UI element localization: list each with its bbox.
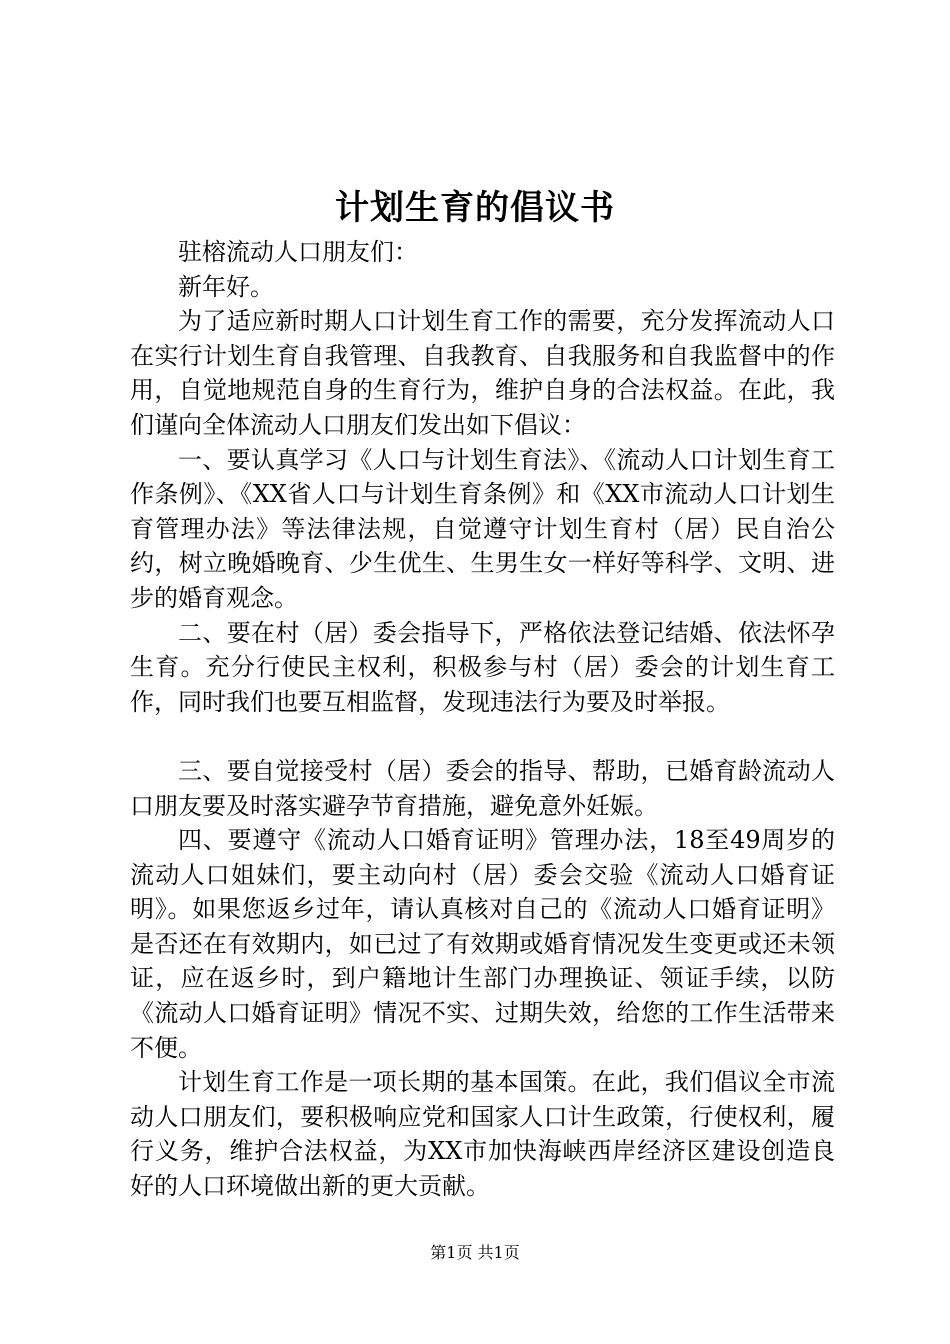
paragraph-intro: 为了适应新时期人口计划生育工作的需要，充分发挥流动人口在实行计划生育自我管理、自我教育、自我服务和自我监督中的作用，自觉地规范自身的生育行为，维护自身的合法权益。在此，我们谨向全体流动人口朋友们发出如下倡议： <box>130 307 835 439</box>
paragraph-item-4: 四、要遵守《流动人口婚育证明》管理办法，18至49周岁的流动人口姐妹们，要主动向村（居）委会交验《流动人口婚育证明》。如果您返乡过年，请认真核对自己的《流动人口婚育证明》是否还在有效期内，如已过了有效期或婚育情况发生变更或还未领证，应在返乡时，到户籍地计生部门办理换证、领证手续，以防《流动人口婚育证明》情况不实、过期失效，给您的工作生活带来不便。 <box>130 826 835 1062</box>
paragraph-closing: 计划生育工作是一项长期的基本国策。在此，我们倡议全市流动人口朋友们，要积极响应党和国家人口计生政策，行使权利，履行义务，维护合法权益，为XX市加快海峡西岸经济区建设创造良好的人口环境做出新的更大贡献。 <box>130 1068 835 1201</box>
page-number-footer: 第1页 共1页 <box>430 1243 520 1262</box>
document-title: 计划生育的倡议书 <box>335 188 615 228</box>
greeting: 新年好。 <box>178 272 274 301</box>
paragraph-item-2: 二、要在村（居）委会指导下，严格依法登记结婚、依法怀孕生育。充分行使民主权利，积极参与村（居）委会的计划生育工作，同时我们也要互相监督，发现违法行为要及时举报。 <box>130 618 835 716</box>
salutation: 驻榕流动人口朋友们： <box>178 238 418 266</box>
document-body <box>130 235 835 1204</box>
paragraph-item-3: 三、要自觉接受村（居）委会的指导、帮助，已婚育龄流动人口朋友要及时落实避孕节育措施，避免意外妊娠。 <box>130 756 835 820</box>
paragraph-item-1: 一、要认真学习《人口与计划生育法》、《流动人口计划生育工作条例》、《XX省人口与计划生育条例》和《XX市流动人口计划生育管理办法》等法律法规，自觉遵守计划生育村（居）民自治公约，树立晚婚晚育、少生优生、生男生女一样好等科学、文明、进步的婚育观念。 <box>130 445 835 612</box>
